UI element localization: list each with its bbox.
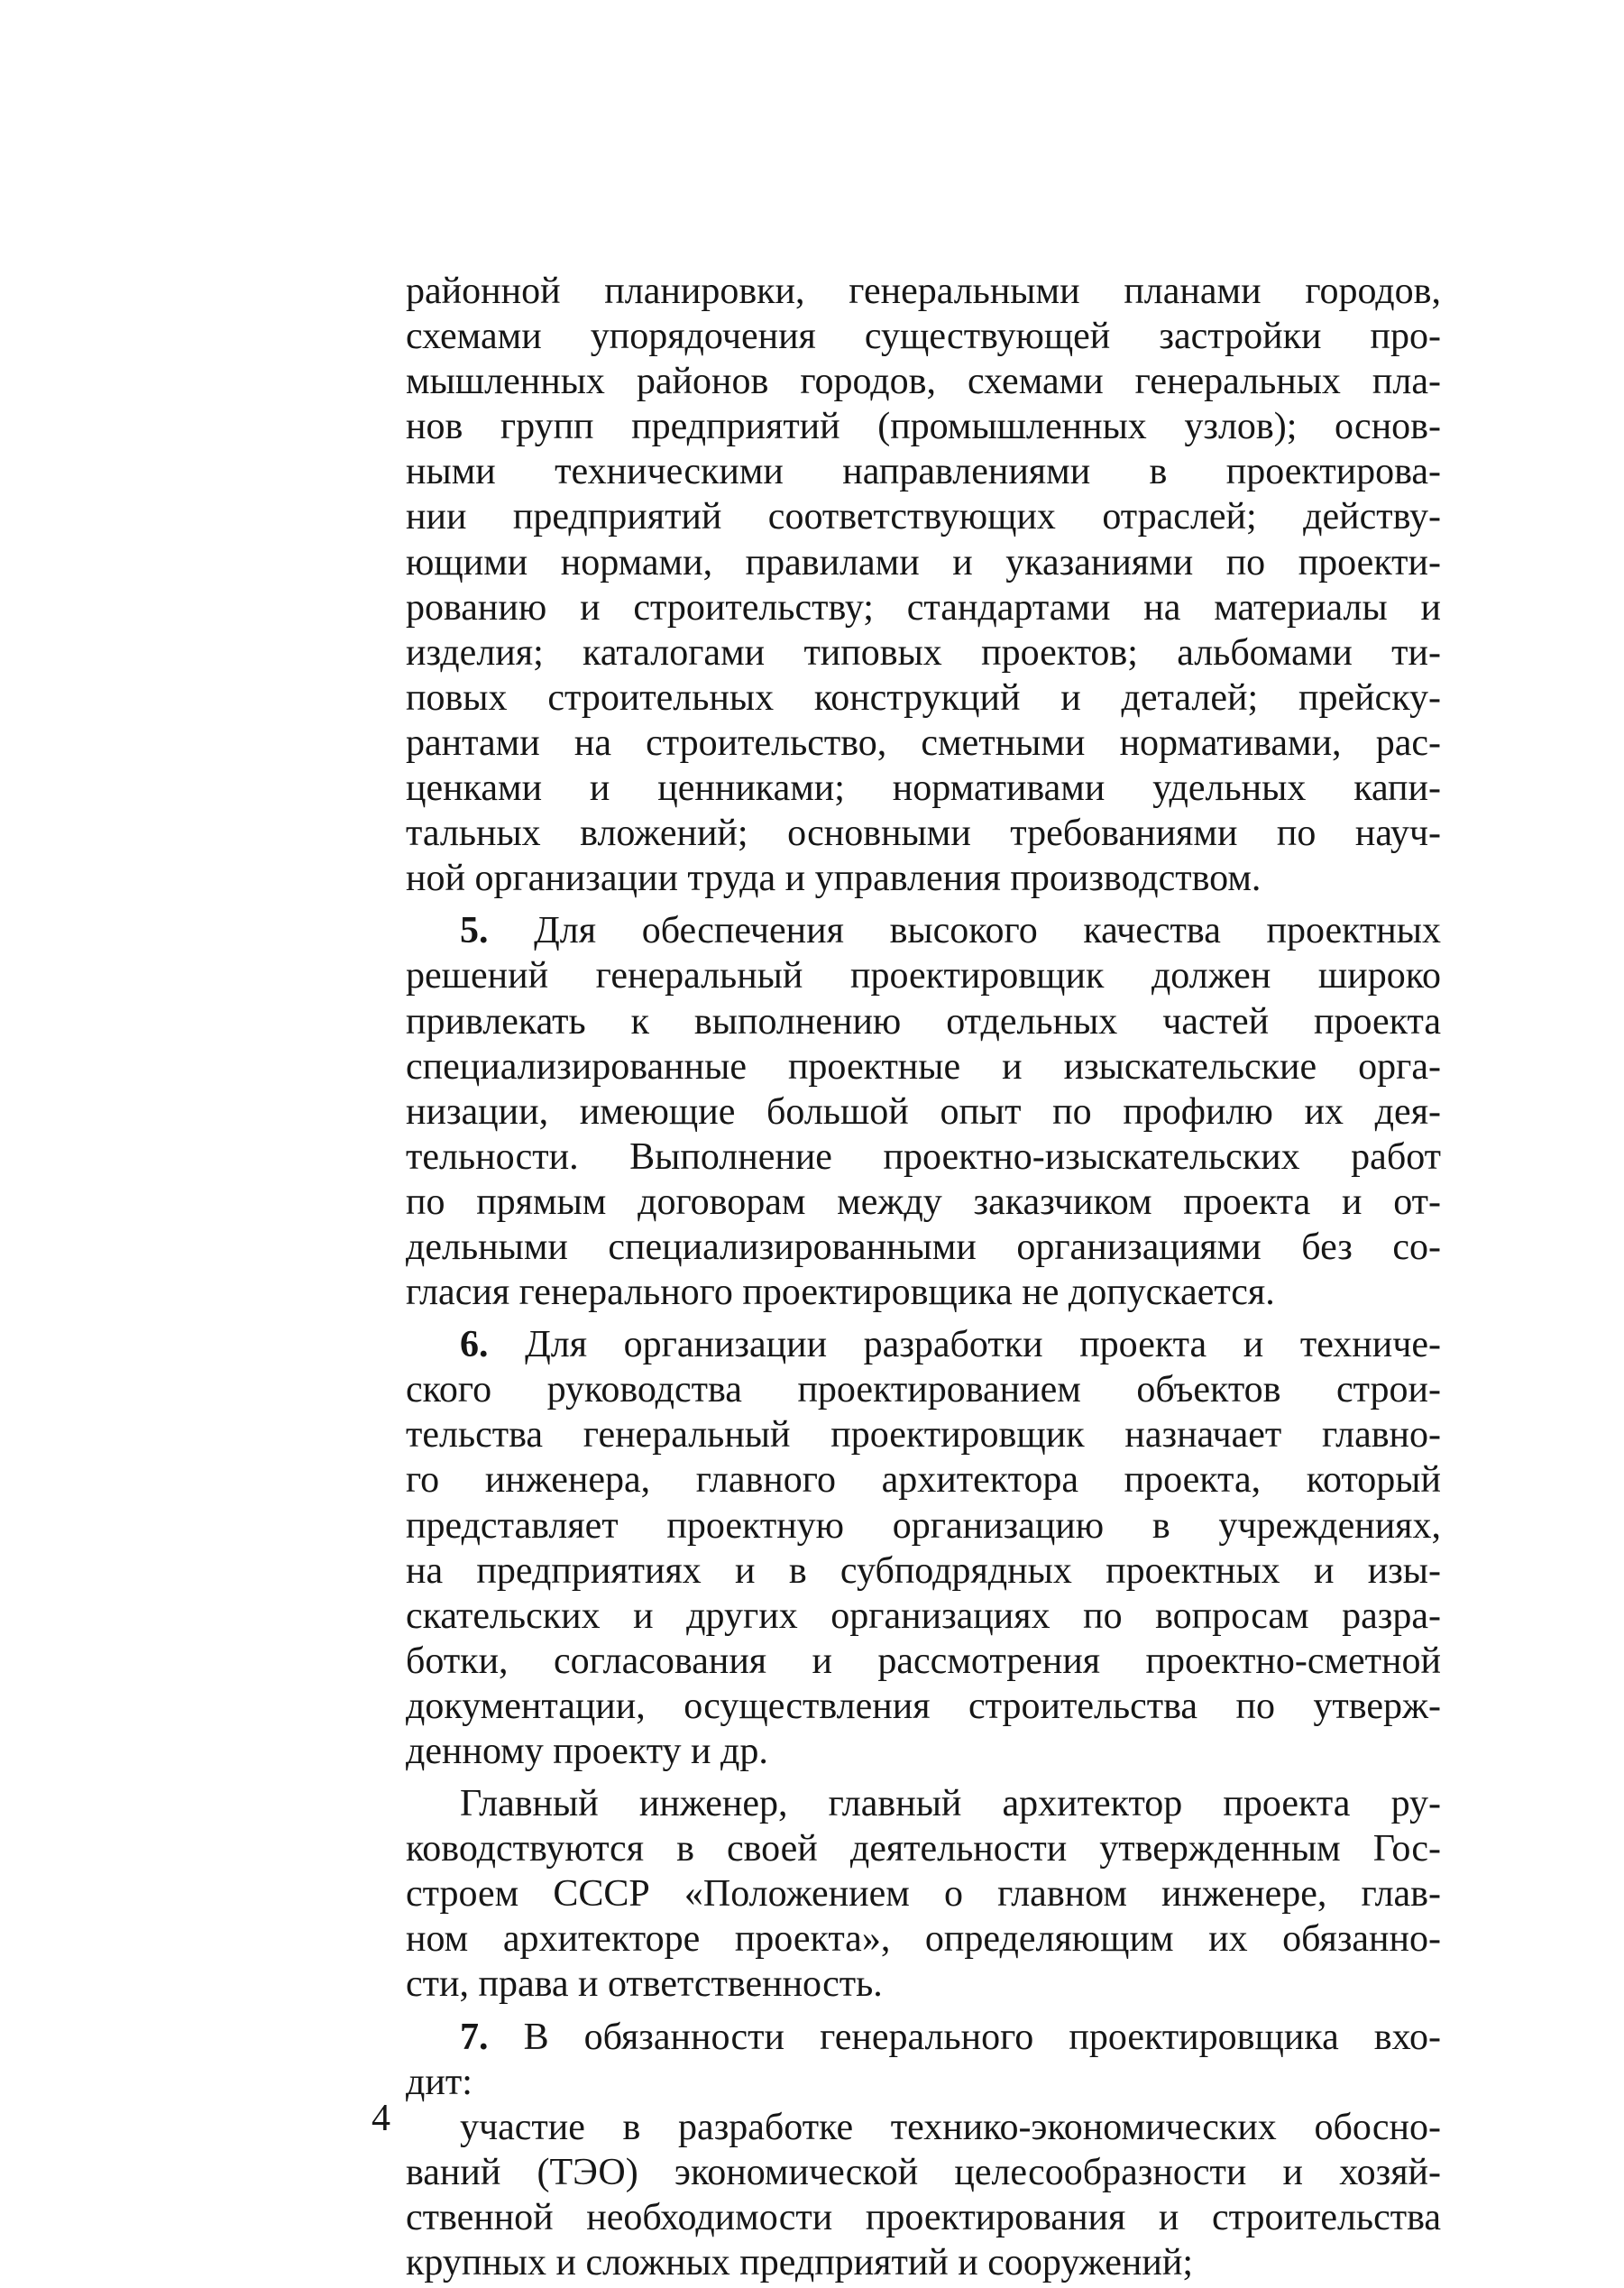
text-line: ственной необходимости проектирования и строительства: [406, 2196, 1441, 2238]
text-line: рантами на строительство, сметными нормативами, рас-: [406, 721, 1441, 764]
text-line: решений генеральный проектировщик должен широко: [406, 955, 1441, 997]
text-line: Для обеспечения высокого качества проектных: [534, 910, 1442, 952]
text-line: нов групп предприятий (промышленных узлов); основ-: [406, 406, 1441, 448]
paragraph-number: 7.: [460, 2016, 489, 2058]
text-line: районной планировки, генеральными планами городов,: [406, 271, 1441, 312]
text-line: ющими нормами, правилами и указаниями по проекти-: [406, 541, 1441, 583]
text-line: представляет проектную организацию в учреждениях,: [406, 1504, 1441, 1547]
paragraph-number: 5.: [460, 910, 489, 952]
text-line: схемами упорядочения существующей застройки про-: [406, 316, 1441, 358]
page-number: 4: [372, 2098, 390, 2139]
text-line: мышленных районов городов, схемами генеральных пла-: [406, 361, 1441, 403]
text-line: тельности. Выполнение проектно-изыскательских работ: [406, 1135, 1441, 1178]
text-line: В обязанности генерального проектировщика вхо-: [523, 2016, 1442, 2058]
text-line: ном архитекторе проекта», определяющим их обязанно-: [406, 1918, 1441, 1961]
text-line: нии предприятий соответствующих отраслей; действу-: [406, 496, 1441, 538]
text-line: Для организации разработки проекта и техниче-: [525, 1324, 1441, 1366]
text-line: рованию и строительству; стандартами на материалы и: [406, 586, 1441, 629]
paragraph-7-first-line: [406, 2015, 1441, 2060]
paragraph-6-first-line: [406, 1322, 1441, 1367]
body-text: [406, 269, 1441, 2285]
text-line: документации, осуществления строительства по утверж-: [406, 1685, 1441, 1727]
text-line: строем СССР «Положением о главном инженере, глав-: [406, 1873, 1441, 1916]
text-line: тальных вложений; основными требованиями по науч-: [406, 813, 1441, 855]
text-line: Главный инженер, главный архитектор проекта ру-: [460, 1783, 1441, 1825]
text-line: на предприятиях и в субподрядных проектных и изы-: [406, 1549, 1441, 1592]
paragraph-5-first-line: [406, 908, 1441, 953]
text-line: ского руководства проектированием объектов строи-: [406, 1369, 1441, 1411]
text-line: привлекать к выполнению отдельных частей проекта: [406, 1000, 1441, 1043]
text-line: низации, имеющие большой опыт по профилю их дея-: [406, 1090, 1441, 1133]
text-line: ными техническими направлениями в проектирова-: [406, 451, 1441, 493]
text-line: гласия генерального проектировщика не допускается.: [406, 1272, 1275, 1314]
text-line: крупных и сложных предприятий и сооружений;: [406, 2242, 1193, 2284]
text-line: по прямым договорам между заказчиком проекта и от-: [406, 1181, 1441, 1223]
text-line: тельства генеральный проектировщик назначает главно-: [406, 1414, 1441, 1456]
text-line: ботки, согласования и рассмотрения проектно-сметной: [406, 1640, 1441, 1682]
text-line: специализированные проектные и изыскательские орга-: [406, 1045, 1441, 1088]
text-line: ваний (ТЭО) экономической целесообразности и хозяй-: [406, 2151, 1441, 2193]
text-line: ценками и ценниками; нормативами удельных капи-: [406, 767, 1441, 810]
text-line: ководствуются в своей деятельности утвержденным Гос-: [406, 1828, 1441, 1870]
text-line: изделия; каталогами типовых проектов; альбомами ти-: [406, 631, 1441, 674]
text-line: ной организации труда и управления производством.: [406, 858, 1262, 900]
text-line: сти, права и ответственность.: [406, 1963, 883, 2006]
text-line: участие в разработке технико-экономических обосно-: [460, 2106, 1441, 2148]
text-line: дит:: [406, 2061, 473, 2103]
text-line: денному проекту и др.: [406, 1731, 768, 1772]
text-line: повых строительных конструкций и деталей; прейску-: [406, 676, 1441, 719]
text-line: скательских и других организациях по вопросам разра-: [406, 1594, 1441, 1637]
paragraph-number: 6.: [460, 1324, 489, 1366]
text-line: го инженера, главного архитектора проекта, который: [406, 1459, 1441, 1502]
text-line: дельными специализированными организациями без со-: [406, 1226, 1441, 1268]
